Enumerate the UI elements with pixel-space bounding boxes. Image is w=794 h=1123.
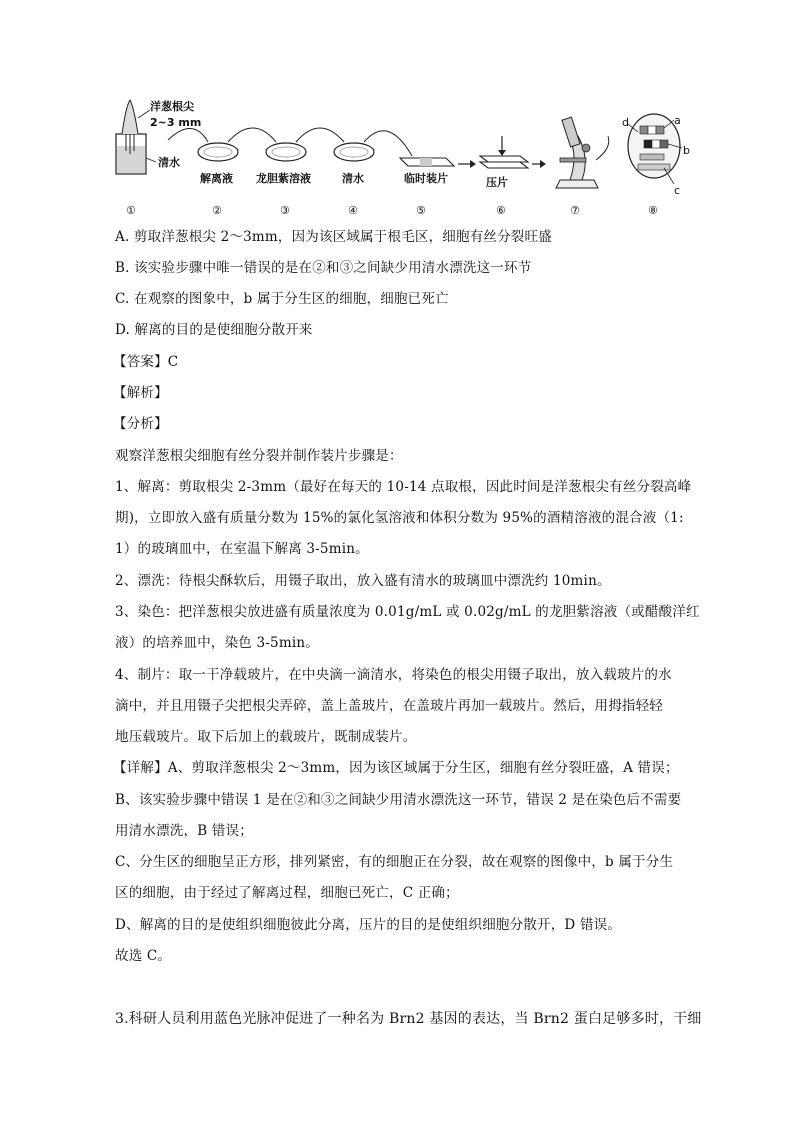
procedure-figure — [108, 96, 698, 220]
step4-line3: 地压载玻片。取下后加上的载玻片，既制成装片。 — [115, 729, 417, 745]
conclusion: 故选 C。 — [115, 948, 172, 964]
step4-line2: 滴中，并且用镊子尖把根尖弄碎，盖上盖玻片，在盖玻片再加一载玻片。然后，用拇指轻轻 — [115, 698, 663, 714]
onion-root-tip-label: 洋葱根尖 — [150, 100, 194, 113]
next-question: 3.科研人员利用蓝色光脉冲促进了一种名为 Brn2 基因的表达，当 Brn2 蛋白足够多时，干细 — [115, 1011, 702, 1027]
step1-line1: 1、解离：剪取根尖 2-3mm（最好在每天的 10-14 点取根，因此时间是洋葱根尖有丝分裂高峰 — [115, 479, 692, 495]
analysis-subheading: 【分析】 — [113, 416, 168, 432]
option-c: C. 在观察的图象中，b 属于分生区的细胞，细胞已死亡 — [115, 291, 449, 307]
press-slide-illustration — [480, 136, 528, 168]
cell-b-label: b — [683, 144, 690, 157]
step-number-4: ④ — [348, 204, 358, 217]
step1-line2: 期)，立即放入盛有质量分数为 15%的氯化氢溶液和体积分数为 95%的酒精溶液的混合液（1: — [115, 510, 684, 526]
step-number-8: ⑧ — [648, 204, 658, 217]
water-label: 清水 — [158, 156, 180, 169]
step-number-2: ② — [212, 204, 222, 217]
detail-b-line2: 用清水漂洗，B 错误； — [115, 823, 253, 839]
temporary-slide-illustration — [400, 158, 454, 166]
microscope-illustration — [556, 117, 609, 188]
step2-line: 2、漂洗：待根尖酥软后，用镊子取出，放入盛有清水的玻璃皿中漂洗约 10min。 — [115, 573, 611, 589]
dish-4-label: 清水 — [342, 172, 364, 185]
press-6-label: 压片 — [486, 176, 508, 189]
dish-2-illustration — [198, 143, 238, 161]
step-number-1: ① — [126, 204, 136, 217]
steps-intro: 观察洋葱根尖细胞有丝分裂并制作装片步骤是： — [115, 448, 403, 464]
slide-5-label: 临时装片 — [404, 172, 448, 185]
detail-c-line2: 区的细胞，由于经过了解离过程，细胞已死亡，C 正确； — [115, 885, 459, 901]
length-label: 2~3 mm — [150, 116, 202, 129]
procedure-diagram — [108, 96, 698, 220]
detail-b-line1: B、该实验步骤中错误 1 是在②和③之间缺少用清水漂洗这一环节，错误 2 是在染色后不需要 — [115, 792, 682, 808]
step-number-5: ⑤ — [416, 204, 426, 217]
step-number-7: ⑦ — [570, 204, 580, 217]
detail-d: D、解离的目的是使组织细胞彼此分离，压片的目的是使组织细胞分散开，D 错误。 — [115, 917, 622, 933]
dish-4-illustration — [334, 143, 374, 161]
step-number-3: ③ — [280, 204, 290, 217]
dish-3-label: 龙胆紫溶液 — [256, 172, 311, 185]
detail-a: 【详解】A、剪取洋葱根尖 2～3mm，因为该区域属于分生区，细胞有丝分裂旺盛，A 错误； — [113, 760, 679, 776]
dish-2-label: 解离液 — [200, 172, 233, 185]
cell-a-label: a — [674, 114, 681, 127]
step-number-6: ⑥ — [496, 204, 506, 217]
step1-line3: 1）的玻璃皿中，在室温下解离 3-5min。 — [115, 541, 369, 557]
dish-3-illustration — [266, 143, 306, 161]
option-a: A. 剪取洋葱根尖 2～3mm，因为该区域属于根毛区，细胞有丝分裂旺盛 — [115, 229, 552, 245]
cell-d-label: d — [622, 116, 629, 129]
step3-line1: 3、染色：把洋葱根尖放进盛有质量浓度为 0.01g/mL 或 0.02g/mL 的龙胆紫溶液（或醋酸洋红 — [115, 604, 700, 620]
step4-line1: 4、制片：取一干净载玻片，在中央滴一滴清水，将染色的根尖用镊子取出，放入载玻片的水 — [115, 667, 672, 683]
cell-c-label: c — [674, 184, 681, 197]
option-b: B. 该实验步骤中唯一错误的是在②和③之间缺少用清水漂洗这一环节 — [115, 260, 532, 276]
option-d: D. 解离的目的是使细胞分散开来 — [115, 322, 313, 338]
detail-c-line1: C、分生区的细胞呈正方形，排列紧密，有的细胞正在分裂，故在观察的图像中，b 属于分生 — [115, 854, 674, 870]
answer-line: 【答案】C — [113, 354, 179, 370]
analysis-heading: 【解析】 — [113, 385, 168, 401]
step3-line2: 液）的培养皿中，染色 3-5min。 — [115, 635, 319, 651]
